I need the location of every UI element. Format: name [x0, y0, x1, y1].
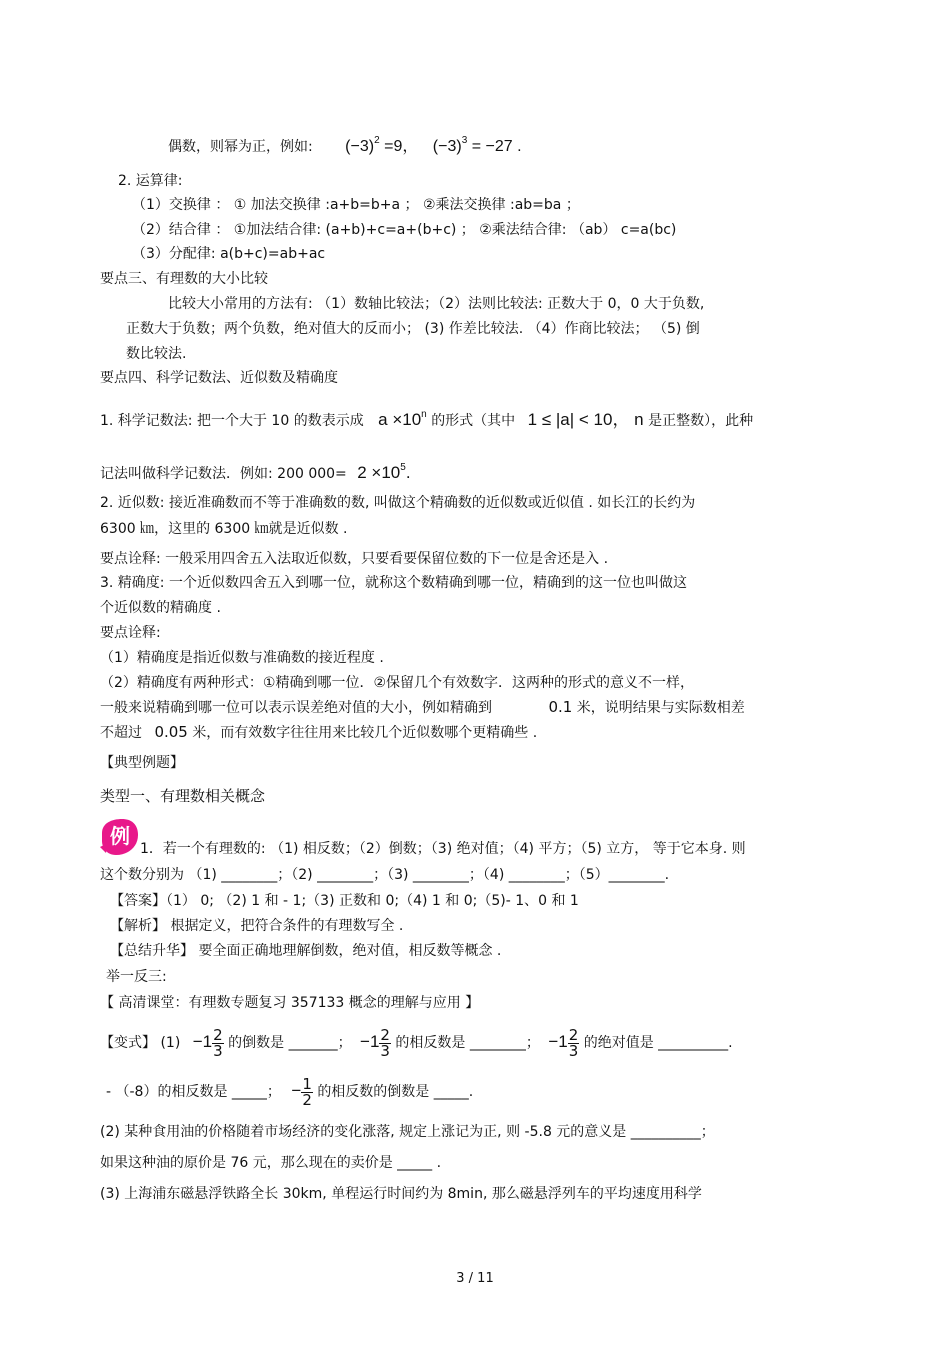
text-line: [168, 132, 522, 156]
example-badge-icon: [98, 817, 140, 857]
math-expression: $(-3)^2 =9$， $(-3)^3 = -27$ .: [345, 135, 522, 155]
text-line: 举一反三:: [106, 969, 167, 985]
text-line: 要点诠释: 一般采用四舍五入法取近似数，只要看要保留位数的下一位是舍还是入 .: [100, 551, 609, 567]
text-line: 2. 近似数: 接近准确数而不等于准确数的数, 叫做这个精确数的近似数或近似值 . 如长江的长约为: [100, 495, 696, 511]
fraction: $\frac{2}{3}$: [213, 1025, 223, 1060]
text-line: 正数大于负数；两个负数，绝对值大的反而小； (3) 作差比较法. （4）作商比较法； （5) 倒: [126, 321, 700, 337]
text-line: 【 高清课堂：有理数专题复习 357133 概念的理解与应用 】: [100, 995, 480, 1011]
text-line: 【变式】 (1) −1 $\frac{2}{3}$ 的倒数是 _______； −1 $\frac{2}{3}$ 的相反数是 ________； −1 $\frac{2}{3}$ 的绝对值是 __________.: [100, 1025, 733, 1060]
fraction: $\frac{2}{3}$: [380, 1025, 390, 1060]
text-line: 1. 科学记数法: 把一个大于 10 的数表示成 $a \times 10^n$ 的形式（其中 1 ≤ |a| < 10， n 是正整数），此种: [100, 409, 754, 429]
fraction: $\frac{2}{3}$: [568, 1025, 579, 1060]
text-line: 不超过 0.05 米，而有效数字往往用来比较几个近似数哪个更精确些 .: [100, 723, 538, 741]
text-line: （2）结合律 ： ①加法结合律: (a+b)+c=a+(b+c) ； ②乘法结合律: （ab） c=a(bc): [132, 222, 677, 238]
text-line: （3）分配律: a(b+c)=ab+ac: [132, 246, 326, 262]
section-heading: 要点三、有理数的大小比较: [100, 271, 268, 287]
text-line: 1．若一个有理数的: （1) 相反数；（2）倒数；（3) 绝对值；（4) 平方；（5) 立方， 等于它本身. 则: [140, 841, 746, 857]
text: 偶数，则幂为正，例如:: [168, 139, 313, 155]
math-expression: 1 ≤ |a| < 10， n: [527, 410, 644, 429]
fraction: $\frac{1}{2}$: [302, 1074, 312, 1109]
text-line: 【总结升华】 要全面正确地理解倒数，绝对值，相反数等概念 .: [110, 943, 502, 959]
page-number: 3 / 11: [456, 1271, 494, 1286]
text-line: 比较大小常用的方法有: （1）数轴比较法；（2）法则比较法: 正数大于 0，0 大于负数,: [168, 296, 705, 312]
text-line: 如果这种油的原价是 76 元，那么现在的卖价是 _____ .: [100, 1155, 442, 1171]
text-line: 个近似数的精确度 .: [100, 600, 221, 616]
text-line: 数比较法.: [126, 346, 187, 362]
text-line: 【解析】 根据定义，把符合条件的有理数写全 .: [110, 918, 404, 934]
text-line: 记法叫做科学记数法．例如: 200 $000= 2 \times 10^5$.: [100, 462, 411, 482]
math-expression: $2 \times 10^5$.: [357, 462, 411, 482]
text-line: - （-8）的相反数是 _____； − $\frac{1}{2}$ 的相反数的倒数是 _____.: [106, 1074, 474, 1109]
text-line: (2) 某种食用油的价格随着市场经济的变化涨落, 规定上涨记为正, 则 -5.8 元的意义是 __________；: [100, 1124, 715, 1140]
math-expression: $a \times 10^n$: [378, 409, 427, 429]
text-line: 【答案】（1） 0; （2) 1 和 - 1;（3) 正数和 0;（4) 1 和 0;（5)- 1、0 和 1: [110, 893, 579, 909]
text-line: 这个数分别为 （1) ________；（2) ________；（3) ________；（4) ________；（5）________.: [100, 867, 670, 883]
text-line: 一般来说精确到哪一位可以表示误差绝对值的大小，例如精确到 0.1 米，说明结果与实际数相差: [100, 698, 745, 716]
text-line: 3. 精确度: 一个近似数四舍五入到哪一位，就称这个数精确到哪一位，精确到的这一位也叫做这: [100, 575, 687, 591]
text-line: （1）交换律 ： ① 加法交换律 :a+b=b+a ； ②乘法交换律 :ab=ba ；: [132, 197, 580, 213]
text-line: 要点诠释:: [100, 625, 161, 641]
text-line: （2）精确度有两种形式：①精确到哪一位．②保留几个有效数字．这两种的形式的意义不一样，: [100, 675, 695, 691]
text-line: 【典型例题】: [100, 755, 184, 771]
text-line: （1）精确度是指近似数与准确数的接近程度 .: [100, 650, 384, 666]
section-heading: 类型一、有理数相关概念: [100, 787, 266, 805]
text-line: 6300 ㎞，这里的 6300 ㎞就是近似数 .: [100, 521, 348, 537]
badge-label: 例: [110, 824, 130, 848]
text-line: 2. 运算律:: [118, 173, 183, 189]
section-heading: 要点四、科学记数法、近似数及精确度: [100, 370, 338, 386]
text-line: (3) 上海浦东磁悬浮铁路全长 30km, 单程运行时间约为 8min, 那么磁悬浮列车的平均速度用科学: [100, 1186, 702, 1202]
